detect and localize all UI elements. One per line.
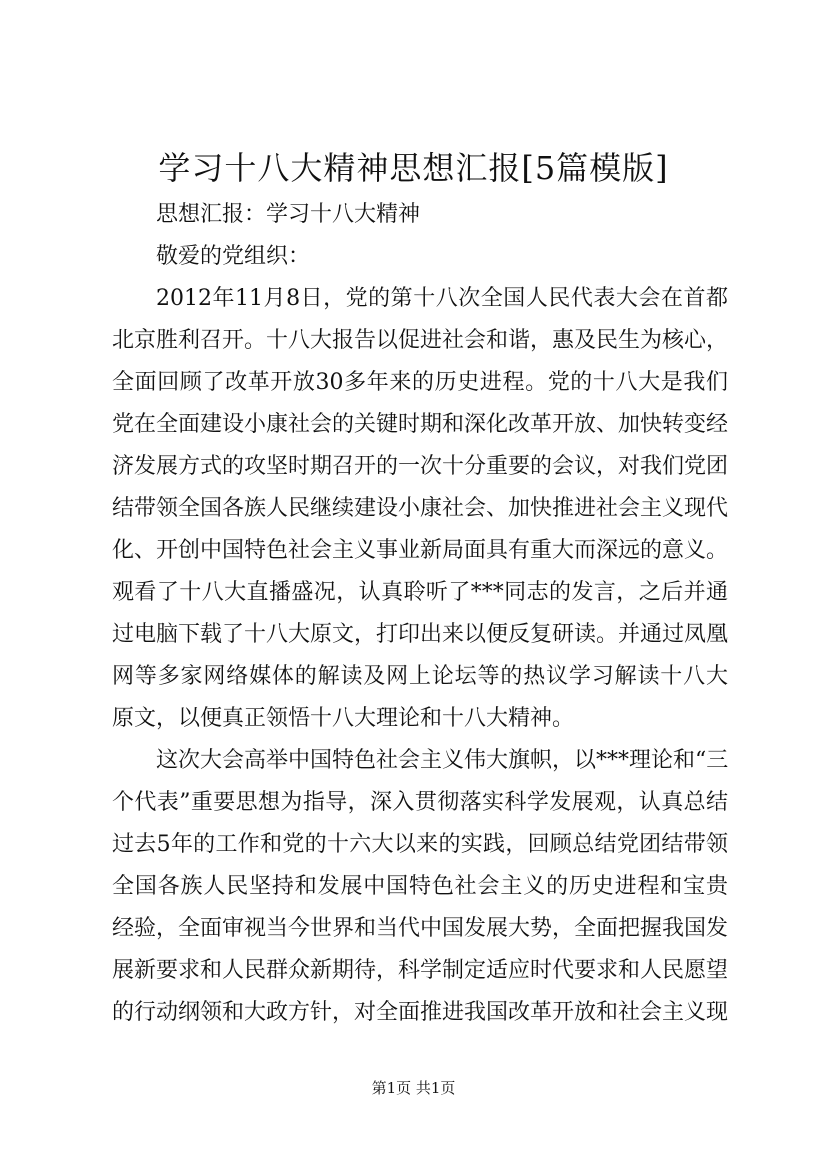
paragraph-line: 网等多家网络媒体的解读及网上论坛等的热议学习解读十八大 [112,664,728,689]
paragraph-line: 过电脑下载了十八大原文，打印出来以便反复研读。并通过凤凰 [112,622,728,647]
paragraph-line: 展新要求和人民群众新期待，科学制定适应时代要求和人民愿望 [112,958,728,983]
paragraph-line: 过去5年的工作和党的十六大以来的实践，回顾总结党团结带领 [112,832,728,857]
paragraph-line: 的行动纲领和大政方针，对全面推进我国改革开放和社会主义现 [112,1000,728,1025]
paragraph-line: 全国各族人民坚持和发展中国特色社会主义的历史进程和宝贵 [112,874,728,899]
paragraph-line: 济发展方式的攻坚时期召开的一次十分重要的会议，对我们党团 [112,454,728,479]
salutation-line: 敬爱的党组织： [156,244,311,269]
document-title: 学习十八大精神思想汇报[5篇模版] [158,149,669,187]
document-body [112,194,728,1034]
paragraph-line: 经验，全面审视当今世界和当代中国发展大势，全面把握我国发 [112,916,728,941]
subtitle-line: 思想汇报：学习十八大精神 [156,202,421,227]
paragraph-line: 全面回顾了改革开放30多年来的历史进程。党的十八大是我们 [112,370,728,395]
paragraph-line: 化、开创中国特色社会主义事业新局面具有重大而深远的意义。 [112,538,728,563]
paragraph-line: 这次大会高举中国特色社会主义伟大旗帜，以***理论和“三 [156,748,728,773]
paragraph-line: 北京胜利召开。十八大报告以促进社会和谐，惠及民生为核心， [112,328,728,353]
paragraph-line: 结带领全国各族人民继续建设小康社会、加快推进社会主义现代 [112,496,728,521]
paragraph-line: 观看了十八大直播盛况，认真聆听了***同志的发言，之后并通 [112,580,728,605]
paragraph-line: 党在全面建设小康社会的关键时期和深化改革开放、加快转变经 [112,412,728,437]
paragraph-line: 个代表”重要思想为指导，深入贯彻落实科学发展观，认真总结 [112,790,728,815]
paragraph-line: 2012年11月8日，党的第十八次全国人民代表大会在首都 [156,286,728,311]
page-number-footer: 第1页 共1页 [371,1079,456,1097]
paragraph-line: 原文，以便真正领悟十八大理论和十八大精神。 [112,706,575,731]
